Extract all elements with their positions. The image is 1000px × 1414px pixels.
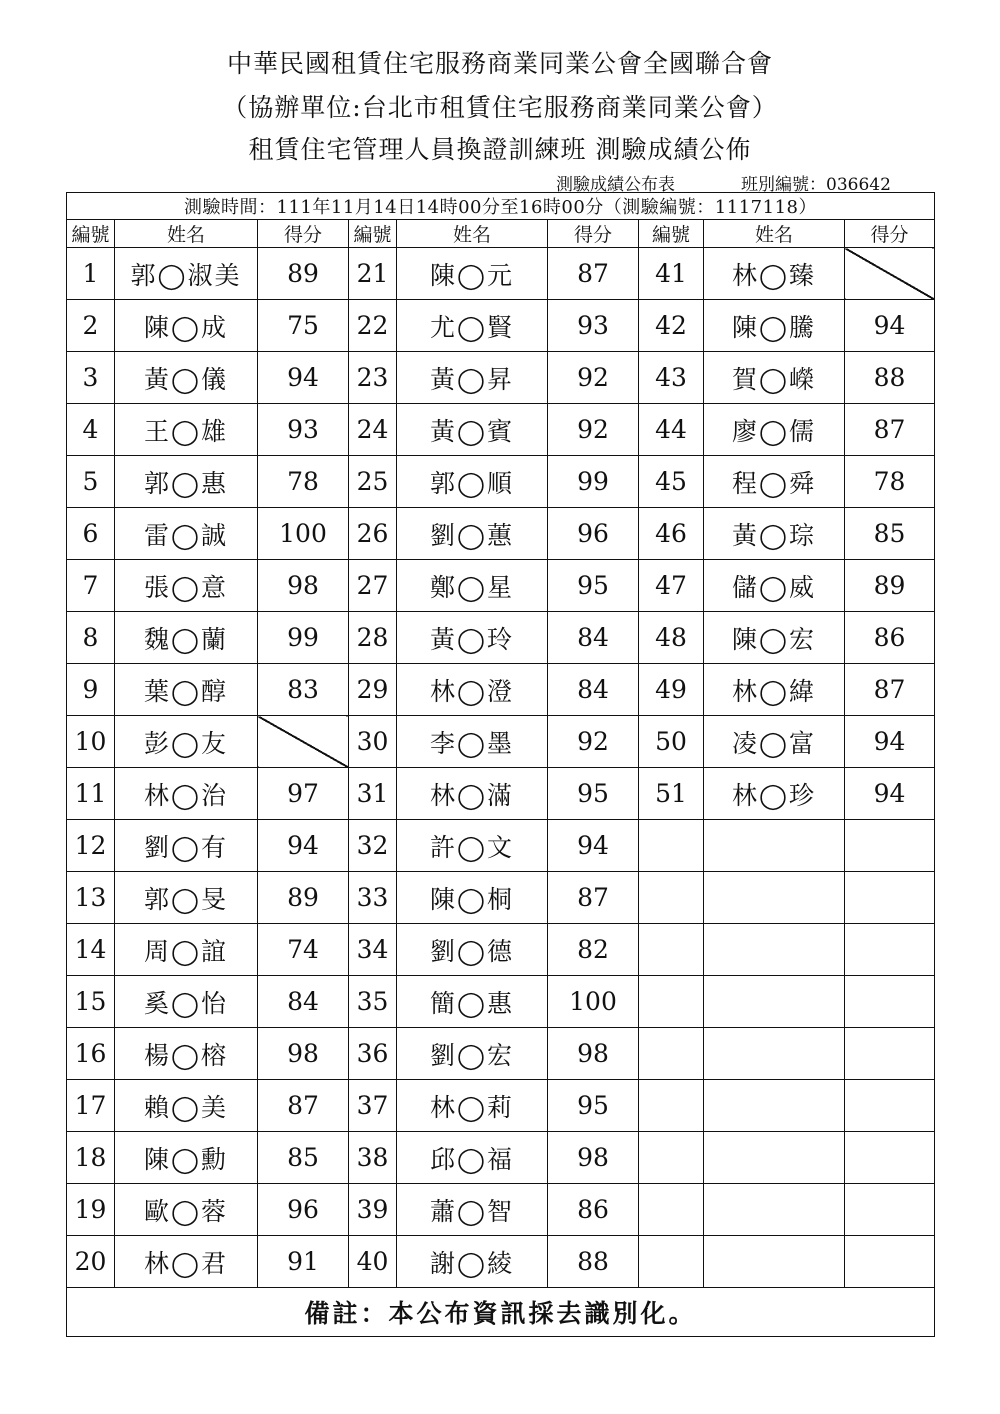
trainee-name: 謝◯綾 [397, 1236, 548, 1288]
row-number: 12 [67, 820, 115, 872]
row-number: 28 [349, 612, 397, 664]
remark-note: 備註：本公布資訊採去識別化。 [67, 1288, 935, 1337]
note-row [67, 1288, 935, 1337]
row-number: 18 [67, 1132, 115, 1184]
trainee-name: 雷◯誠 [115, 508, 258, 560]
row-number: 31 [349, 768, 397, 820]
row-number: 21 [349, 248, 397, 300]
row-number: 35 [349, 976, 397, 1028]
row-number: 45 [639, 456, 704, 508]
trainee-name [704, 1028, 845, 1080]
table-row [67, 664, 935, 716]
trainee-score: 94 [258, 820, 349, 872]
trainee-score [845, 872, 935, 924]
trainee-name: 凌◯富 [704, 716, 845, 768]
trainee-score: 85 [845, 508, 935, 560]
trainee-score: 87 [258, 1080, 349, 1132]
trainee-name: 郭◯惠 [115, 456, 258, 508]
trainee-name: 郭◯淑美 [115, 248, 258, 300]
table-row [67, 612, 935, 664]
trainee-score [845, 1184, 935, 1236]
column-header-number: 編號 [349, 220, 397, 248]
row-number: 37 [349, 1080, 397, 1132]
column-header-name: 姓名 [704, 220, 845, 248]
column-header-score: 得分 [548, 220, 639, 248]
trainee-name [704, 1184, 845, 1236]
trainee-score: 99 [548, 456, 639, 508]
trainee-name: 葉◯醇 [115, 664, 258, 716]
trainee-score: 98 [548, 1028, 639, 1080]
class-number: 班別編號：036642 [741, 175, 891, 195]
trainee-score: 96 [258, 1184, 349, 1236]
trainee-score: 95 [548, 560, 639, 612]
trainee-name: 賴◯美 [115, 1080, 258, 1132]
trainee-score: 98 [548, 1132, 639, 1184]
row-number: 32 [349, 820, 397, 872]
row-number: 29 [349, 664, 397, 716]
trainee-name: 陳◯成 [115, 300, 258, 352]
trainee-score: 84 [548, 664, 639, 716]
trainee-name: 黃◯昇 [397, 352, 548, 404]
table-row [67, 1236, 935, 1288]
trainee-name: 陳◯騰 [704, 300, 845, 352]
table-row [67, 1080, 935, 1132]
trainee-name: 林◯澄 [397, 664, 548, 716]
table-row [67, 508, 935, 560]
column-header-score: 得分 [845, 220, 935, 248]
trainee-name: 彭◯友 [115, 716, 258, 768]
trainee-name [704, 976, 845, 1028]
table-row [67, 352, 935, 404]
table-row [67, 456, 935, 508]
co-organizer-line: （協辦單位:台北市租賃住宅服務商業同業公會） [222, 93, 778, 122]
row-number: 47 [639, 560, 704, 612]
row-number [639, 976, 704, 1028]
row-number: 3 [67, 352, 115, 404]
trainee-name: 林◯君 [115, 1236, 258, 1288]
trainee-score: 88 [845, 352, 935, 404]
table-row [67, 248, 935, 300]
score-table [66, 192, 935, 1337]
trainee-name: 林◯臻 [704, 248, 845, 300]
trainee-score: 92 [548, 404, 639, 456]
no-score-slash [845, 248, 935, 300]
trainee-score: 83 [258, 664, 349, 716]
row-number: 51 [639, 768, 704, 820]
row-number: 27 [349, 560, 397, 612]
row-number: 11 [67, 768, 115, 820]
trainee-score: 91 [258, 1236, 349, 1288]
trainee-score: 84 [548, 612, 639, 664]
trainee-name: 黃◯玲 [397, 612, 548, 664]
trainee-name [704, 924, 845, 976]
row-number: 7 [67, 560, 115, 612]
trainee-name: 陳◯勳 [115, 1132, 258, 1184]
trainee-score: 95 [548, 1080, 639, 1132]
row-number [639, 872, 704, 924]
trainee-score: 88 [548, 1236, 639, 1288]
trainee-name: 廖◯儒 [704, 404, 845, 456]
trainee-name: 劉◯蕙 [397, 508, 548, 560]
trainee-name: 林◯滿 [397, 768, 548, 820]
row-number [639, 924, 704, 976]
publication-label: 測驗成績公布表 [556, 175, 675, 195]
trainee-score [845, 1080, 935, 1132]
trainee-name: 陳◯元 [397, 248, 548, 300]
trainee-score: 94 [258, 352, 349, 404]
trainee-score: 92 [548, 352, 639, 404]
trainee-name: 黃◯琮 [704, 508, 845, 560]
no-score-slash [258, 716, 349, 768]
trainee-score: 85 [258, 1132, 349, 1184]
trainee-name: 楊◯榕 [115, 1028, 258, 1080]
row-number: 6 [67, 508, 115, 560]
trainee-name: 劉◯宏 [397, 1028, 548, 1080]
trainee-name: 周◯誼 [115, 924, 258, 976]
trainee-score: 78 [258, 456, 349, 508]
trainee-score: 82 [548, 924, 639, 976]
trainee-name: 賀◯嶸 [704, 352, 845, 404]
trainee-name: 儲◯威 [704, 560, 845, 612]
trainee-score: 86 [845, 612, 935, 664]
row-number: 23 [349, 352, 397, 404]
table-row [67, 872, 935, 924]
trainee-score: 95 [548, 768, 639, 820]
trainee-score: 98 [258, 1028, 349, 1080]
row-number: 42 [639, 300, 704, 352]
trainee-name: 林◯治 [115, 768, 258, 820]
trainee-name: 鄭◯星 [397, 560, 548, 612]
trainee-score: 94 [845, 300, 935, 352]
row-number: 1 [67, 248, 115, 300]
trainee-score: 78 [845, 456, 935, 508]
trainee-name [704, 1132, 845, 1184]
row-number: 16 [67, 1028, 115, 1080]
row-number: 40 [349, 1236, 397, 1288]
row-number: 13 [67, 872, 115, 924]
trainee-score: 87 [548, 872, 639, 924]
row-number [639, 820, 704, 872]
trainee-name: 邱◯福 [397, 1132, 548, 1184]
row-number: 14 [67, 924, 115, 976]
trainee-score: 98 [258, 560, 349, 612]
trainee-name: 魏◯蘭 [115, 612, 258, 664]
row-number [639, 1028, 704, 1080]
table-row [67, 1184, 935, 1236]
trainee-score [845, 976, 935, 1028]
trainee-score: 93 [258, 404, 349, 456]
row-number: 34 [349, 924, 397, 976]
trainee-score: 97 [258, 768, 349, 820]
course-title: 租賃住宅管理人員換證訓練班 測驗成績公佈 [248, 135, 752, 164]
row-number: 2 [67, 300, 115, 352]
trainee-score: 94 [845, 716, 935, 768]
trainee-name: 奚◯怡 [115, 976, 258, 1028]
row-number: 43 [639, 352, 704, 404]
trainee-score: 86 [548, 1184, 639, 1236]
trainee-score: 89 [258, 872, 349, 924]
column-header-name: 姓名 [397, 220, 548, 248]
table-row [67, 1028, 935, 1080]
column-header-score: 得分 [258, 220, 349, 248]
trainee-name: 陳◯桐 [397, 872, 548, 924]
table-row [67, 716, 935, 768]
trainee-score: 96 [548, 508, 639, 560]
trainee-score [845, 1028, 935, 1080]
table-row [67, 404, 935, 456]
row-number: 26 [349, 508, 397, 560]
row-number: 22 [349, 300, 397, 352]
trainee-score: 94 [845, 768, 935, 820]
trainee-name: 李◯墨 [397, 716, 548, 768]
row-number: 8 [67, 612, 115, 664]
trainee-score: 74 [258, 924, 349, 976]
trainee-score: 99 [258, 612, 349, 664]
trainee-score: 87 [845, 664, 935, 716]
test-time-row [67, 193, 935, 220]
row-number: 48 [639, 612, 704, 664]
trainee-name [704, 1236, 845, 1288]
trainee-name: 林◯緯 [704, 664, 845, 716]
trainee-score: 89 [258, 248, 349, 300]
table-row [67, 560, 935, 612]
trainee-name: 歐◯蓉 [115, 1184, 258, 1236]
row-number: 39 [349, 1184, 397, 1236]
trainee-score [845, 924, 935, 976]
trainee-name: 陳◯宏 [704, 612, 845, 664]
trainee-score: 75 [258, 300, 349, 352]
trainee-name: 郭◯旻 [115, 872, 258, 924]
trainee-name: 許◯文 [397, 820, 548, 872]
row-number: 20 [67, 1236, 115, 1288]
row-number: 4 [67, 404, 115, 456]
trainee-name: 郭◯順 [397, 456, 548, 508]
trainee-score: 94 [548, 820, 639, 872]
table-row [67, 300, 935, 352]
row-number: 10 [67, 716, 115, 768]
test-time: 測驗時間：111年11月14日14時00分至16時00分（測驗編號：1117118） [67, 193, 935, 220]
row-number [639, 1080, 704, 1132]
table-row [67, 924, 935, 976]
row-number: 41 [639, 248, 704, 300]
trainee-score [845, 1132, 935, 1184]
trainee-score: 92 [548, 716, 639, 768]
row-number: 46 [639, 508, 704, 560]
trainee-name: 劉◯德 [397, 924, 548, 976]
trainee-name: 林◯莉 [397, 1080, 548, 1132]
trainee-name: 蕭◯智 [397, 1184, 548, 1236]
trainee-name [704, 820, 845, 872]
trainee-name: 程◯舜 [704, 456, 845, 508]
row-number: 5 [67, 456, 115, 508]
document-title: 中華民國租賃住宅服務商業同業公會全國聯合會 [226, 49, 773, 78]
trainee-name [704, 1080, 845, 1132]
row-number: 38 [349, 1132, 397, 1184]
row-number [639, 1236, 704, 1288]
table-row [67, 768, 935, 820]
trainee-name: 劉◯有 [115, 820, 258, 872]
column-header-number: 編號 [67, 220, 115, 248]
trainee-name: 尤◯賢 [397, 300, 548, 352]
row-number: 9 [67, 664, 115, 716]
row-number: 15 [67, 976, 115, 1028]
row-number: 49 [639, 664, 704, 716]
row-number: 30 [349, 716, 397, 768]
trainee-name: 黃◯儀 [115, 352, 258, 404]
row-number: 25 [349, 456, 397, 508]
trainee-name: 黃◯賓 [397, 404, 548, 456]
row-number: 33 [349, 872, 397, 924]
table-row [67, 976, 935, 1028]
row-number: 24 [349, 404, 397, 456]
trainee-score: 87 [845, 404, 935, 456]
column-header-number: 編號 [639, 220, 704, 248]
trainee-score: 93 [548, 300, 639, 352]
column-header-row [67, 220, 935, 248]
trainee-score: 100 [258, 508, 349, 560]
trainee-score [845, 1236, 935, 1288]
meta-row [66, 170, 934, 195]
trainee-name: 林◯珍 [704, 768, 845, 820]
row-number: 44 [639, 404, 704, 456]
row-number: 19 [67, 1184, 115, 1236]
trainee-score: 87 [548, 248, 639, 300]
trainee-score: 84 [258, 976, 349, 1028]
row-number: 50 [639, 716, 704, 768]
table-row [67, 820, 935, 872]
trainee-name [704, 872, 845, 924]
trainee-score [845, 820, 935, 872]
trainee-name: 王◯雄 [115, 404, 258, 456]
row-number: 17 [67, 1080, 115, 1132]
row-number [639, 1132, 704, 1184]
row-number [639, 1184, 704, 1236]
trainee-score: 100 [548, 976, 639, 1028]
trainee-name: 簡◯惠 [397, 976, 548, 1028]
table-row [67, 1132, 935, 1184]
row-number: 36 [349, 1028, 397, 1080]
trainee-name: 張◯意 [115, 560, 258, 612]
trainee-score: 89 [845, 560, 935, 612]
column-header-name: 姓名 [115, 220, 258, 248]
